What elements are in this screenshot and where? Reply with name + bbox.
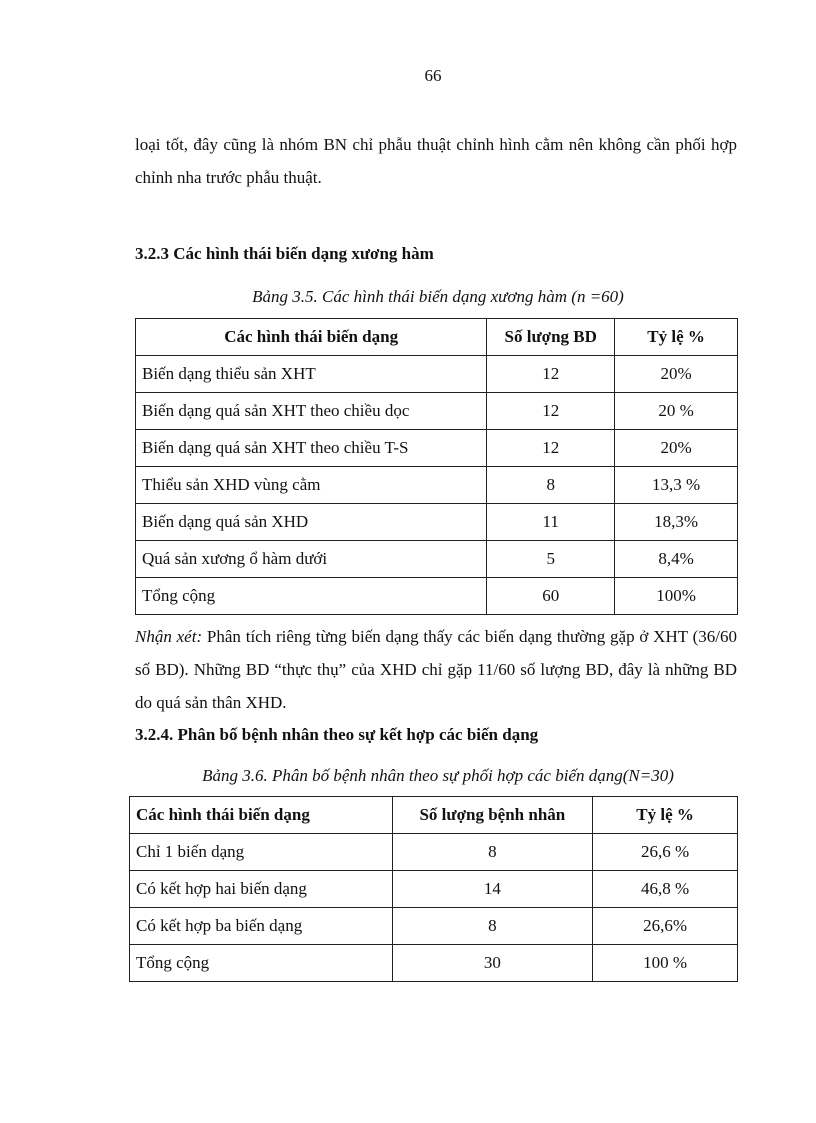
- deformity-type-cell: Biến dạng quá sản XHT theo chiều dọc: [136, 393, 487, 430]
- intro-paragraph: loại tốt, đây cũng là nhóm BN chỉ phẫu thuật chỉnh hình cằm nên không cần phối hợp chỉnh nha trước phẫu thuật.: [135, 135, 737, 187]
- percent-cell: 100 %: [593, 945, 738, 982]
- section-heading-3-2-4: 3.2.4. Phân bố bệnh nhân theo sự kết hợp các biến dạng: [135, 725, 539, 744]
- deformity-type-cell: Có kết hợp ba biến dạng: [130, 908, 393, 945]
- column-header: Các hình thái biến dạng: [136, 319, 487, 356]
- deformity-type-cell: Thiểu sản XHD vùng cằm: [136, 467, 487, 504]
- table-row: [136, 504, 738, 541]
- table-3-5-caption: Bảng 3.5. Các hình thái biến dạng xương hàm (n =60): [252, 287, 624, 306]
- deformity-type-cell: Tổng cộng: [130, 945, 393, 982]
- count-cell: 11: [487, 504, 615, 541]
- column-header: Tỷ lệ %: [593, 797, 738, 834]
- deformity-type-cell: Quá sản xương ổ hàm dưới: [136, 541, 487, 578]
- count-cell: 12: [487, 356, 615, 393]
- table-header-row: [130, 797, 738, 834]
- percent-cell: 26,6 %: [593, 834, 738, 871]
- table-row: [136, 467, 738, 504]
- deformity-type-cell: Tổng cộng: [136, 578, 487, 615]
- table-row: [136, 541, 738, 578]
- table-total-row: [136, 578, 738, 615]
- table-row: [136, 430, 738, 467]
- table-row: [130, 834, 738, 871]
- table-row: [136, 393, 738, 430]
- table-header-row: [136, 319, 738, 356]
- percent-cell: 26,6%: [593, 908, 738, 945]
- page-number: 66: [424, 66, 442, 85]
- deformity-type-cell: Có kết hợp hai biến dạng: [130, 871, 393, 908]
- count-cell: 12: [487, 430, 615, 467]
- count-cell: 5: [487, 541, 615, 578]
- table-row: [130, 871, 738, 908]
- column-header: Các hình thái biến dạng: [130, 797, 393, 834]
- table-3-6: [129, 796, 738, 982]
- percent-cell: 20 %: [615, 393, 738, 430]
- remark-label: Nhận xét:: [135, 627, 203, 646]
- percent-cell: 13,3 %: [615, 467, 738, 504]
- count-cell: 12: [487, 393, 615, 430]
- table-3-6-caption: Bảng 3.6. Phân bố bệnh nhân theo sự phối hợp các biến dạng(N=30): [202, 766, 674, 785]
- patient-count-cell: 8: [392, 908, 593, 945]
- patient-count-cell: 30: [392, 945, 593, 982]
- deformity-type-cell: Biến dạng quá sản XHD: [136, 504, 487, 541]
- column-header: Số lượng bệnh nhân: [392, 797, 593, 834]
- count-cell: 60: [487, 578, 615, 615]
- table-row: [136, 356, 738, 393]
- percent-cell: 18,3%: [615, 504, 738, 541]
- percent-cell: 8,4%: [615, 541, 738, 578]
- percent-cell: 20%: [615, 430, 738, 467]
- column-header: Số lượng BD: [487, 319, 615, 356]
- remark-paragraph: [135, 620, 737, 719]
- deformity-type-cell: Biến dạng quá sản XHT theo chiều T-S: [136, 430, 487, 467]
- deformity-type-cell: Chỉ 1 biến dạng: [130, 834, 393, 871]
- remark-text: Phân tích riêng từng biến dạng thấy các biến dạng thường gặp ở XHT (36/60 số BD). Những BD “thực thụ” của XHD chỉ gặp 11/60 số lượng BD, đây là những BD do quá sản thân XHD.: [135, 627, 737, 712]
- table-row: [130, 908, 738, 945]
- count-cell: 8: [487, 467, 615, 504]
- section-heading-3-2-3: 3.2.3 Các hình thái biến dạng xương hàm: [135, 244, 434, 263]
- column-header: Tỷ lệ %: [615, 319, 738, 356]
- table-3-5: [135, 318, 738, 615]
- patient-count-cell: 8: [392, 834, 593, 871]
- percent-cell: 20%: [615, 356, 738, 393]
- table-total-row: [130, 945, 738, 982]
- deformity-type-cell: Biến dạng thiểu sản XHT: [136, 356, 487, 393]
- percent-cell: 46,8 %: [593, 871, 738, 908]
- percent-cell: 100%: [615, 578, 738, 615]
- patient-count-cell: 14: [392, 871, 593, 908]
